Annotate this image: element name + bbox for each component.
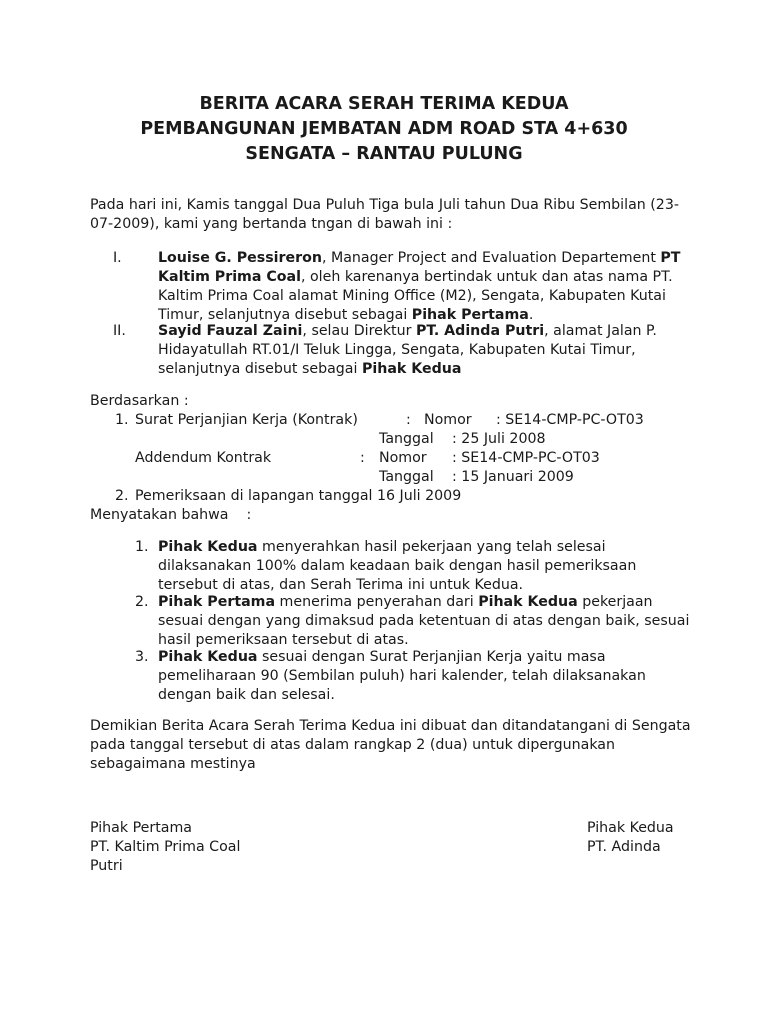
intro-line-1: Pada hari ini, Kamis tanggal Dua Puluh Tiga bula Juli tahun Dua Ribu Sembilan (23- — [90, 197, 679, 213]
statement-item-2-line-2: sesuai dengan yang dimaksud pada ketentuan di atas dengan baik, sesuai — [158, 613, 690, 629]
statement-item-3-line-3: dengan baik dan selesai. — [158, 687, 335, 703]
party-1-role: Pihak Pertama — [411, 307, 529, 323]
basis-item-1-colon: : — [406, 412, 411, 428]
signature-right-company-overflow: Putri — [90, 858, 123, 874]
statement-heading: Menyatakan bahwa : — [90, 507, 252, 523]
basis-item-1-tanggal-label: Tanggal — [379, 431, 434, 447]
party-2-numeral: II. — [113, 323, 126, 339]
statement-item-1-line-2: dilaksanakan 100% dalam keadaan baik dengan hasil pemeriksaan — [158, 558, 637, 574]
party-2-line-1: Sayid Fauzal Zaini, selau Direktur PT. Adinda Putri, alamat Jalan P. — [158, 323, 657, 339]
closing-line-2: pada tanggal tersebut di atas dalam rangkap 2 (dua) untuk dipergunakan — [90, 737, 615, 753]
party-1-numeral: I. — [113, 250, 122, 266]
addendum-label: Addendum Kontrak — [135, 450, 272, 466]
intro-line-2: 07-2009), kami yang bertanda tngan di bawah ini : — [90, 216, 453, 232]
closing-line-3: sebagaimana mestinya — [90, 756, 256, 772]
party-2-line-2: Hidayatullah RT.01/I Teluk Lingga, Sengata, Kabupaten Kutai Timur, — [158, 342, 636, 358]
basis-item-1-nomor-label: Nomor — [424, 412, 472, 428]
statement-item-1-line-1: Pihak Kedua menyerahkan hasil pekerjaan yang telah selesai — [158, 539, 606, 555]
signature-right-company: PT. Adinda — [587, 839, 661, 855]
basis-item-1-nomor-value: : SE14-CMP-PC-OT03 — [496, 412, 644, 428]
signature-left-company: PT. Kaltim Prima Coal — [90, 839, 241, 855]
party-1-line-4: Timur, selanjutnya disebut sebagai Pihak Pertama. — [158, 307, 534, 323]
signature-left-role: Pihak Pertama — [90, 820, 192, 836]
basis-item-1-label: Surat Perjanjian Kerja (Kontrak) — [135, 412, 358, 428]
addendum-colon: : — [360, 450, 365, 466]
statement-item-1-number: 1. — [135, 539, 149, 555]
statement-item-3-line-1: Pihak Kedua sesuai dengan Surat Perjanjian Kerja yaitu masa — [158, 649, 606, 665]
basis-heading: Berdasarkan : — [90, 393, 189, 409]
addendum-nomor-value: : SE14-CMP-PC-OT03 — [452, 450, 600, 466]
party-2-line-3: selanjutnya disebut sebagai Pihak Kedua — [158, 361, 462, 377]
statement-item-2-line-1: Pihak Pertama menerima penyerahan dari Pihak Kedua pekerjaan — [158, 594, 653, 610]
addendum-nomor-label: Nomor — [379, 450, 427, 466]
party-2-role: Pihak Kedua — [361, 361, 462, 377]
basis-item-2-number: 2. — [115, 488, 129, 504]
basis-item-1-tanggal-value: : 25 Juli 2008 — [452, 431, 546, 447]
party-1-line-2: Kaltim Prima Coal, oleh karenanya bertindak untuk dan atas nama PT. — [158, 269, 673, 285]
statement-item-2-number: 2. — [135, 594, 149, 610]
document-title-line-1: BERITA ACARA SERAH TERIMA KEDUA — [199, 94, 569, 114]
statement-item-3-number: 3. — [135, 649, 149, 665]
closing-line-1: Demikian Berita Acara Serah Terima Kedua ini dibuat dan ditandatangani di Sengata — [90, 718, 691, 734]
party-2-name: Sayid Fauzal Zaini — [158, 323, 303, 339]
statement-item-3-line-2: pemeliharaan 90 (Sembilan puluh) hari kalender, telah dilaksanakan — [158, 668, 646, 684]
statement-item-2-line-3: hasil pemeriksaan tersebut di atas. — [158, 632, 409, 648]
addendum-tanggal-value: : 15 Januari 2009 — [452, 469, 574, 485]
basis-item-1-number: 1. — [115, 412, 129, 428]
party-1-line-1: Louise G. Pessireron, Manager Project and Evaluation Departement PT — [158, 250, 681, 266]
addendum-tanggal-label: Tanggal — [379, 469, 434, 485]
basis-item-2-text: Pemeriksaan di lapangan tanggal 16 Juli 2009 — [135, 488, 462, 504]
document-title-line-2: PEMBANGUNAN JEMBATAN ADM ROAD STA 4+630 — [140, 119, 628, 139]
signature-right-role: Pihak Kedua — [587, 820, 674, 836]
party-1-name: Louise G. Pessireron — [158, 250, 322, 266]
statement-item-1-line-3: tersebut di atas, dan Serah Terima ini untuk Kedua. — [158, 577, 524, 593]
party-1-line-3: Kaltim Prima Coal alamat Mining Office (M2), Sengata, Kabupaten Kutai — [158, 288, 666, 304]
document-title-line-3: SENGATA – RANTAU PULUNG — [245, 144, 523, 164]
